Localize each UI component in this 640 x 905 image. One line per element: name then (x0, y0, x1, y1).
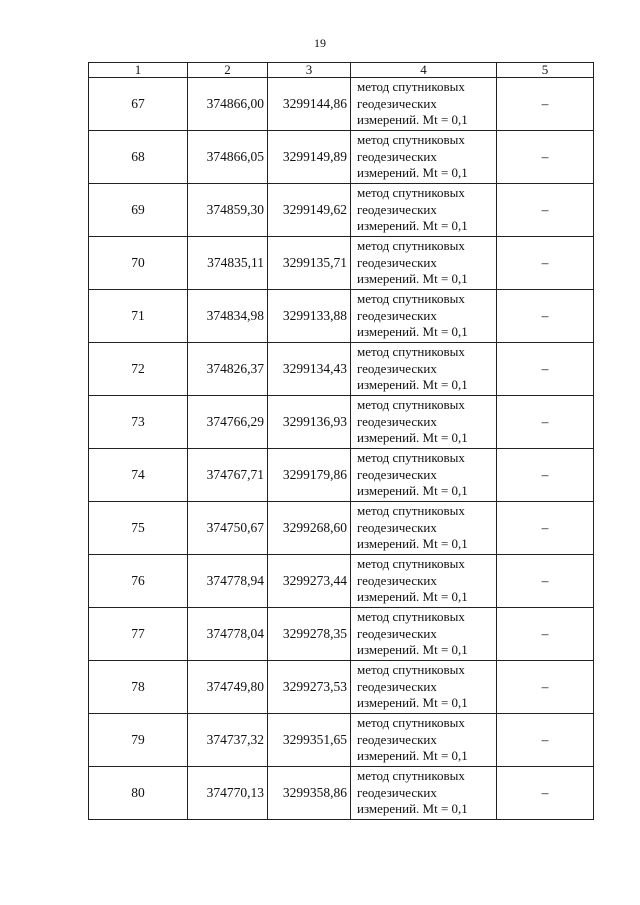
table-row (89, 608, 594, 661)
method-line: измерений. Mt = 0,1 (357, 218, 468, 234)
note-dash: – (497, 78, 594, 131)
coordinate-x: 374766,29 (188, 396, 268, 449)
measurement-method (351, 555, 497, 608)
measurement-method (351, 714, 497, 767)
method-line: измерений. Mt = 0,1 (357, 112, 468, 128)
header-col-3: 3 (268, 63, 351, 78)
method-line: измерений. Mt = 0,1 (357, 324, 468, 340)
method-line: измерений. Mt = 0,1 (357, 165, 468, 181)
table-row (89, 767, 594, 820)
coordinate-y: 3299135,71 (268, 237, 351, 290)
method-line: метод спутниковых (357, 768, 465, 784)
coordinate-y: 3299268,60 (268, 502, 351, 555)
header-col-1: 1 (89, 63, 188, 78)
method-line: метод спутниковых (357, 344, 465, 360)
coordinate-y: 3299273,53 (268, 661, 351, 714)
method-line: геодезических (357, 360, 437, 376)
measurement-method (351, 767, 497, 820)
page-number: 19 (314, 36, 326, 50)
method-line: метод спутниковых (357, 662, 465, 678)
measurement-method (351, 608, 497, 661)
coordinate-y: 3299133,88 (268, 290, 351, 343)
method-line: геодезических (357, 254, 437, 270)
method-line: измерений. Mt = 0,1 (357, 801, 468, 817)
coordinate-y: 3299136,93 (268, 396, 351, 449)
point-number: 76 (89, 555, 188, 608)
coordinate-x: 374866,05 (188, 131, 268, 184)
note-dash: – (497, 343, 594, 396)
table-header (89, 63, 594, 78)
table-row (89, 396, 594, 449)
method-line: измерений. Mt = 0,1 (357, 271, 468, 287)
table-row (89, 290, 594, 343)
point-number: 68 (89, 131, 188, 184)
method-line: геодезических (357, 466, 437, 482)
note-dash: – (497, 184, 594, 237)
measurement-method (351, 78, 497, 131)
coordinate-x: 374770,13 (188, 767, 268, 820)
method-line: метод спутниковых (357, 238, 465, 254)
coordinate-x: 374859,30 (188, 184, 268, 237)
coordinate-x: 374834,98 (188, 290, 268, 343)
method-line: измерений. Mt = 0,1 (357, 430, 468, 446)
note-dash: – (497, 767, 594, 820)
measurement-method (351, 661, 497, 714)
method-line: метод спутниковых (357, 503, 465, 519)
coordinate-x: 374866,00 (188, 78, 268, 131)
method-line: измерений. Mt = 0,1 (357, 483, 468, 499)
note-dash: – (497, 661, 594, 714)
method-line: измерений. Mt = 0,1 (357, 377, 468, 393)
point-number: 80 (89, 767, 188, 820)
method-line: измерений. Mt = 0,1 (357, 536, 468, 552)
coordinate-x: 374835,11 (188, 237, 268, 290)
coordinate-x: 374778,94 (188, 555, 268, 608)
measurement-method (351, 502, 497, 555)
method-line: метод спутниковых (357, 291, 465, 307)
method-line: геодезических (357, 678, 437, 694)
coordinate-y: 3299149,89 (268, 131, 351, 184)
coordinate-x: 374749,80 (188, 661, 268, 714)
note-dash: – (497, 502, 594, 555)
point-number: 71 (89, 290, 188, 343)
point-number: 78 (89, 661, 188, 714)
point-number: 73 (89, 396, 188, 449)
coordinate-y: 3299149,62 (268, 184, 351, 237)
measurement-method (351, 396, 497, 449)
point-number: 74 (89, 449, 188, 502)
header-row (89, 63, 594, 78)
method-line: измерений. Mt = 0,1 (357, 589, 468, 605)
method-line: метод спутниковых (357, 79, 465, 95)
note-dash: – (497, 449, 594, 502)
method-line: геодезических (357, 572, 437, 588)
measurement-method (351, 290, 497, 343)
coordinate-y: 3299144,86 (268, 78, 351, 131)
point-number: 67 (89, 78, 188, 131)
method-line: метод спутниковых (357, 397, 465, 413)
table-row (89, 555, 594, 608)
coordinate-x: 374767,71 (188, 449, 268, 502)
method-line: геодезических (357, 519, 437, 535)
table-row (89, 78, 594, 131)
note-dash: – (497, 290, 594, 343)
header-col-5: 5 (497, 63, 594, 78)
method-line: геодезических (357, 784, 437, 800)
note-dash: – (497, 555, 594, 608)
measurement-method (351, 343, 497, 396)
coordinate-y: 3299351,65 (268, 714, 351, 767)
table-row (89, 661, 594, 714)
note-dash: – (497, 608, 594, 661)
point-number: 75 (89, 502, 188, 555)
coordinate-y: 3299278,35 (268, 608, 351, 661)
point-number: 70 (89, 237, 188, 290)
table-row (89, 343, 594, 396)
point-number: 72 (89, 343, 188, 396)
method-line: метод спутниковых (357, 450, 465, 466)
method-line: измерений. Mt = 0,1 (357, 695, 468, 711)
coordinate-y: 3299273,44 (268, 555, 351, 608)
table-row (89, 237, 594, 290)
coordinate-x: 374826,37 (188, 343, 268, 396)
method-line: измерений. Mt = 0,1 (357, 642, 468, 658)
method-line: метод спутниковых (357, 185, 465, 201)
method-line: геодезических (357, 625, 437, 641)
coordinate-y: 3299179,86 (268, 449, 351, 502)
note-dash: – (497, 237, 594, 290)
method-line: геодезических (357, 95, 437, 111)
coordinate-x: 374778,04 (188, 608, 268, 661)
measurement-method (351, 449, 497, 502)
coordinate-x: 374750,67 (188, 502, 268, 555)
method-line: метод спутниковых (357, 556, 465, 572)
point-number: 77 (89, 608, 188, 661)
method-line: геодезических (357, 731, 437, 747)
measurement-method (351, 131, 497, 184)
table-row (89, 502, 594, 555)
method-line: геодезических (357, 201, 437, 217)
point-number: 69 (89, 184, 188, 237)
method-line: метод спутниковых (357, 715, 465, 731)
method-line: метод спутниковых (357, 609, 465, 625)
table-row (89, 449, 594, 502)
coordinate-x: 374737,32 (188, 714, 268, 767)
table-row (89, 131, 594, 184)
header-col-4: 4 (351, 63, 497, 78)
method-line: измерений. Mt = 0,1 (357, 748, 468, 764)
header-col-2: 2 (188, 63, 268, 78)
method-line: метод спутниковых (357, 132, 465, 148)
coordinate-y: 3299134,43 (268, 343, 351, 396)
measurement-method (351, 237, 497, 290)
point-number: 79 (89, 714, 188, 767)
method-line: геодезических (357, 148, 437, 164)
table-row (89, 184, 594, 237)
table-row (89, 714, 594, 767)
measurement-method (351, 184, 497, 237)
table-body (89, 78, 594, 820)
note-dash: – (497, 131, 594, 184)
note-dash: – (497, 714, 594, 767)
method-line: геодезических (357, 307, 437, 323)
method-line: геодезических (357, 413, 437, 429)
coordinates-table (88, 62, 594, 820)
note-dash: – (497, 396, 594, 449)
coordinate-y: 3299358,86 (268, 767, 351, 820)
